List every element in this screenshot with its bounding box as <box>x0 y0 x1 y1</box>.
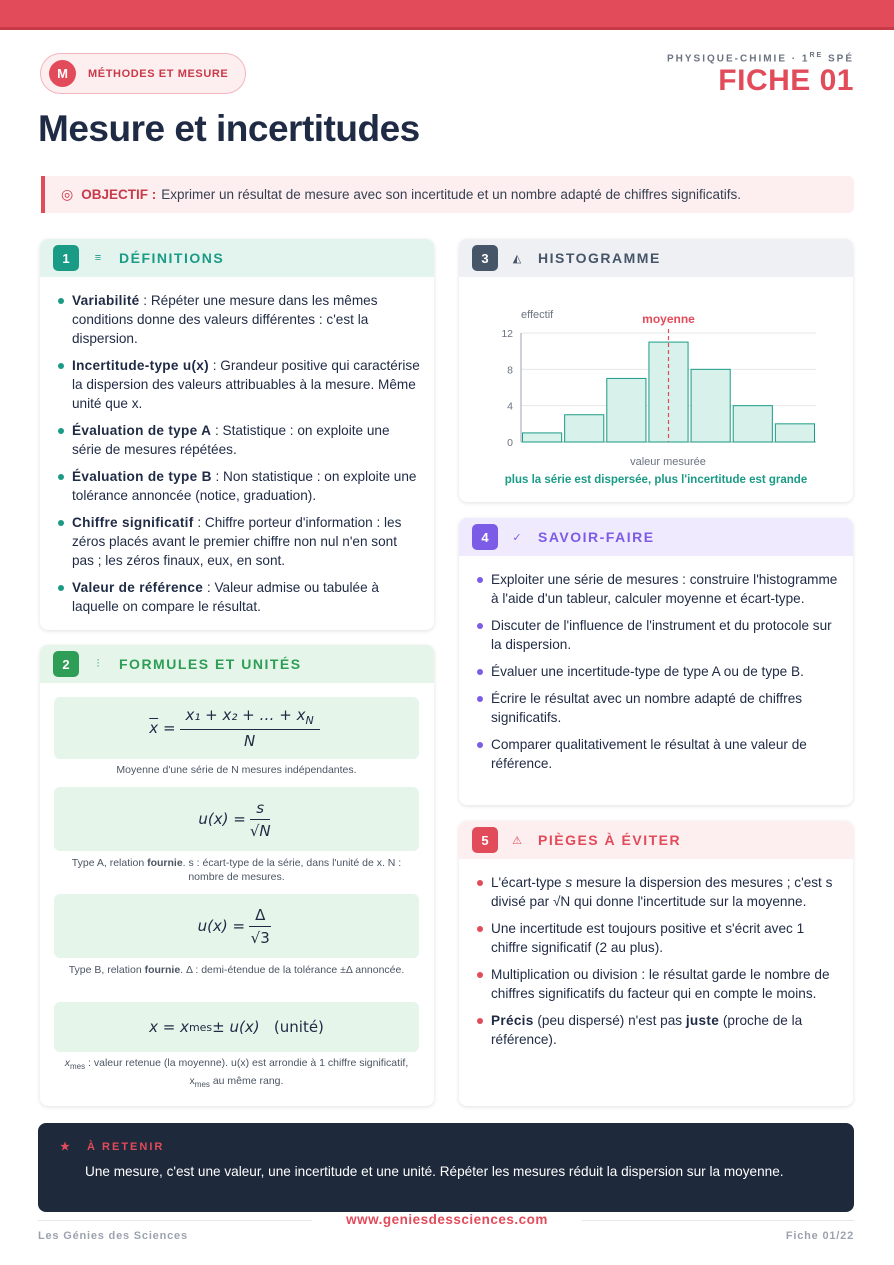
footer-page-number: Fiche 01/22 <box>785 1230 854 1242</box>
list-item: Évaluation de type A : Statistique : on exploite une série de mesures répétées. <box>58 421 420 459</box>
fiche-number: FICHE 01 <box>718 64 854 97</box>
pitfalls-list <box>459 873 853 1049</box>
ruler-icon: ⫶ <box>96 657 100 670</box>
y-tick-label: 4 <box>507 400 513 413</box>
histogram-bar <box>775 424 814 442</box>
category-badge <box>40 53 246 94</box>
list-item: Évaluation de type B : Non statistique : on exploite une tolérance annoncée (notice, graduation). <box>58 467 420 505</box>
y-tick-label: 12 <box>501 328 513 340</box>
result-caption: $x_{mes}$ : valeur retenue (la moyenne). u(x) est arrondie à 1 chiffre significatif, $x_{mes}$ au même rang. <box>64 1057 409 1090</box>
key-takeaway-label: ★ À RETENIR <box>60 1141 165 1153</box>
top-banner <box>0 0 894 30</box>
histogram-header <box>459 239 853 277</box>
histogram-card <box>459 239 853 502</box>
section-title: FORMULES ET UNITÉS <box>119 656 302 672</box>
section-title: HISTOGRAMME <box>538 250 661 266</box>
mean-annotation: moyenne <box>642 312 695 326</box>
result-formula: x = x mes ± u(x) (unité) <box>54 1002 419 1052</box>
section-title: PIÈGES À ÉVITER <box>538 832 682 848</box>
warning-icon: ⚠ <box>512 834 522 847</box>
subject-label: PHYSIQUE-CHIMIE · 1RE SPÉ <box>667 52 854 65</box>
objective-text: Exprimer un résultat de mesure avec son incertitude et un nombre adapté de chiffres significatifs. <box>161 187 742 202</box>
savoir-faire-list <box>459 570 853 773</box>
page-title: Mesure et incertitudes <box>38 108 420 149</box>
y-tick-label: 8 <box>507 364 513 377</box>
section-number: 1 <box>53 245 79 271</box>
pitfalls-header <box>459 821 853 859</box>
section-number: 5 <box>472 827 498 853</box>
star-icon: ★ <box>60 1141 72 1153</box>
definitions-header <box>40 239 434 277</box>
section-title: SAVOIR-FAIRE <box>538 529 655 545</box>
histogram-chart <box>459 277 853 502</box>
footer-url[interactable]: www.geniesdessciences.com <box>312 1212 582 1234</box>
key-takeaway-box <box>38 1123 854 1212</box>
list-item: Incertitude-type u(x) : Grandeur positive qui caractérise la dispersion des valeurs attribuables à la mesure. Même unité que x. <box>58 356 420 413</box>
list-item: L'écart-type s mesure la dispersion des mesures ; c'est s divisé par √N qui donne l'incertitude sur la moyenne. <box>477 873 839 911</box>
list-item: Une incertitude est toujours positive et s'écrit avec 1 chiffre significatif (2 au plus). <box>477 919 839 957</box>
type-a-caption: Type A, relation fournie. s : écart-type de la série, dans l'unité de x. N : nombre de mesures. <box>71 857 402 883</box>
list-item: Valeur de référence : Valeur admise ou tabulée à laquelle on compare le résultat. <box>58 578 420 616</box>
histogram-bar <box>691 369 730 442</box>
section-title: DÉFINITIONS <box>119 250 225 266</box>
list-item: Multiplication ou division : le résultat garde le nombre de chiffres significatifs du facteur qui en compte le moins. <box>477 965 839 1003</box>
mean-formula: $\overline{x}$ = $\frac{x_1 + x_2 + \dots + x_N}{N}$ <box>54 697 419 759</box>
section-number: 3 <box>472 245 498 271</box>
footer-brand: Les Génies des Sciences <box>38 1230 188 1242</box>
list-item: Écrire le résultat avec un nombre adapté de chiffres significatifs. <box>477 689 839 727</box>
check-icon: ✓ <box>512 531 522 544</box>
list-item: Évaluer une incertitude-type de type A ou de type B. <box>477 662 839 681</box>
chart-icon: ◭ <box>512 252 522 265</box>
lines-icon: ≡ <box>94 252 102 264</box>
y-tick-label: 0 <box>507 437 513 449</box>
list-item: Chiffre significatif : Chiffre porteur d'information : les zéros placés avant le premier chiffre non nul n'en sont pas ; les zéros finaux, eux, en sont. <box>58 513 420 570</box>
formulas-card <box>40 645 434 1106</box>
list-item: Variabilité : Répéter une mesure dans les mêmes conditions donne des valeurs différentes : c'est la dispersion. <box>58 291 420 348</box>
histogram-bar <box>523 433 562 442</box>
section-number: 2 <box>53 651 79 677</box>
mean-formula-caption: Moyenne d'une série de N mesures indépendantes. <box>116 764 357 776</box>
histogram-caption: plus la série est dispersée, plus l'incertitude est grande <box>504 474 808 486</box>
histogram-bar <box>733 406 772 442</box>
pitfalls-card <box>459 821 853 1106</box>
category-label: MÉTHODES ET MESURE <box>88 67 229 80</box>
target-icon: ◎ <box>61 186 74 202</box>
key-takeaway-text: Une mesure, c'est une valeur, une incertitude et une unité. Répéter les mesures réduit la dispersion sur la moyenne. <box>85 1164 784 1179</box>
objective-label: OBJECTIF : <box>81 187 157 202</box>
list-item: Discuter de l'influence de l'instrument et du protocole sur la dispersion. <box>477 616 839 654</box>
objective-banner <box>41 176 854 213</box>
section-number: 4 <box>472 524 498 550</box>
category-letter: M <box>49 60 76 87</box>
type-a-formula: u(x) = $\frac{s}{√N}$ <box>54 787 419 851</box>
list-item: Comparer qualitativement le résultat à une valeur de référence. <box>477 735 839 773</box>
definitions-card <box>40 239 434 630</box>
savoir-faire-card <box>459 518 853 805</box>
type-b-caption: Type B, relation fournie. Δ : demi-étendue de la tolérance ±Δ annoncée. <box>68 964 405 976</box>
savoir-faire-header <box>459 518 853 556</box>
definitions-list <box>40 291 434 616</box>
formulas-header <box>40 645 434 683</box>
y-axis-label: effectif <box>521 309 554 321</box>
histogram-bar <box>607 378 646 442</box>
list-item: Exploiter une série de mesures : construire l'histogramme à l'aide d'un tableur, calculer moyenne et écart-type. <box>477 570 839 608</box>
list-item: Précis (peu dispersé) n'est pas juste (proche de la référence). <box>477 1011 839 1049</box>
type-b-formula: u(x) = $\frac{\Delta}{√3}$ <box>54 894 419 958</box>
x-axis-label: valeur mesurée <box>630 456 706 468</box>
histogram-bar <box>565 415 604 442</box>
